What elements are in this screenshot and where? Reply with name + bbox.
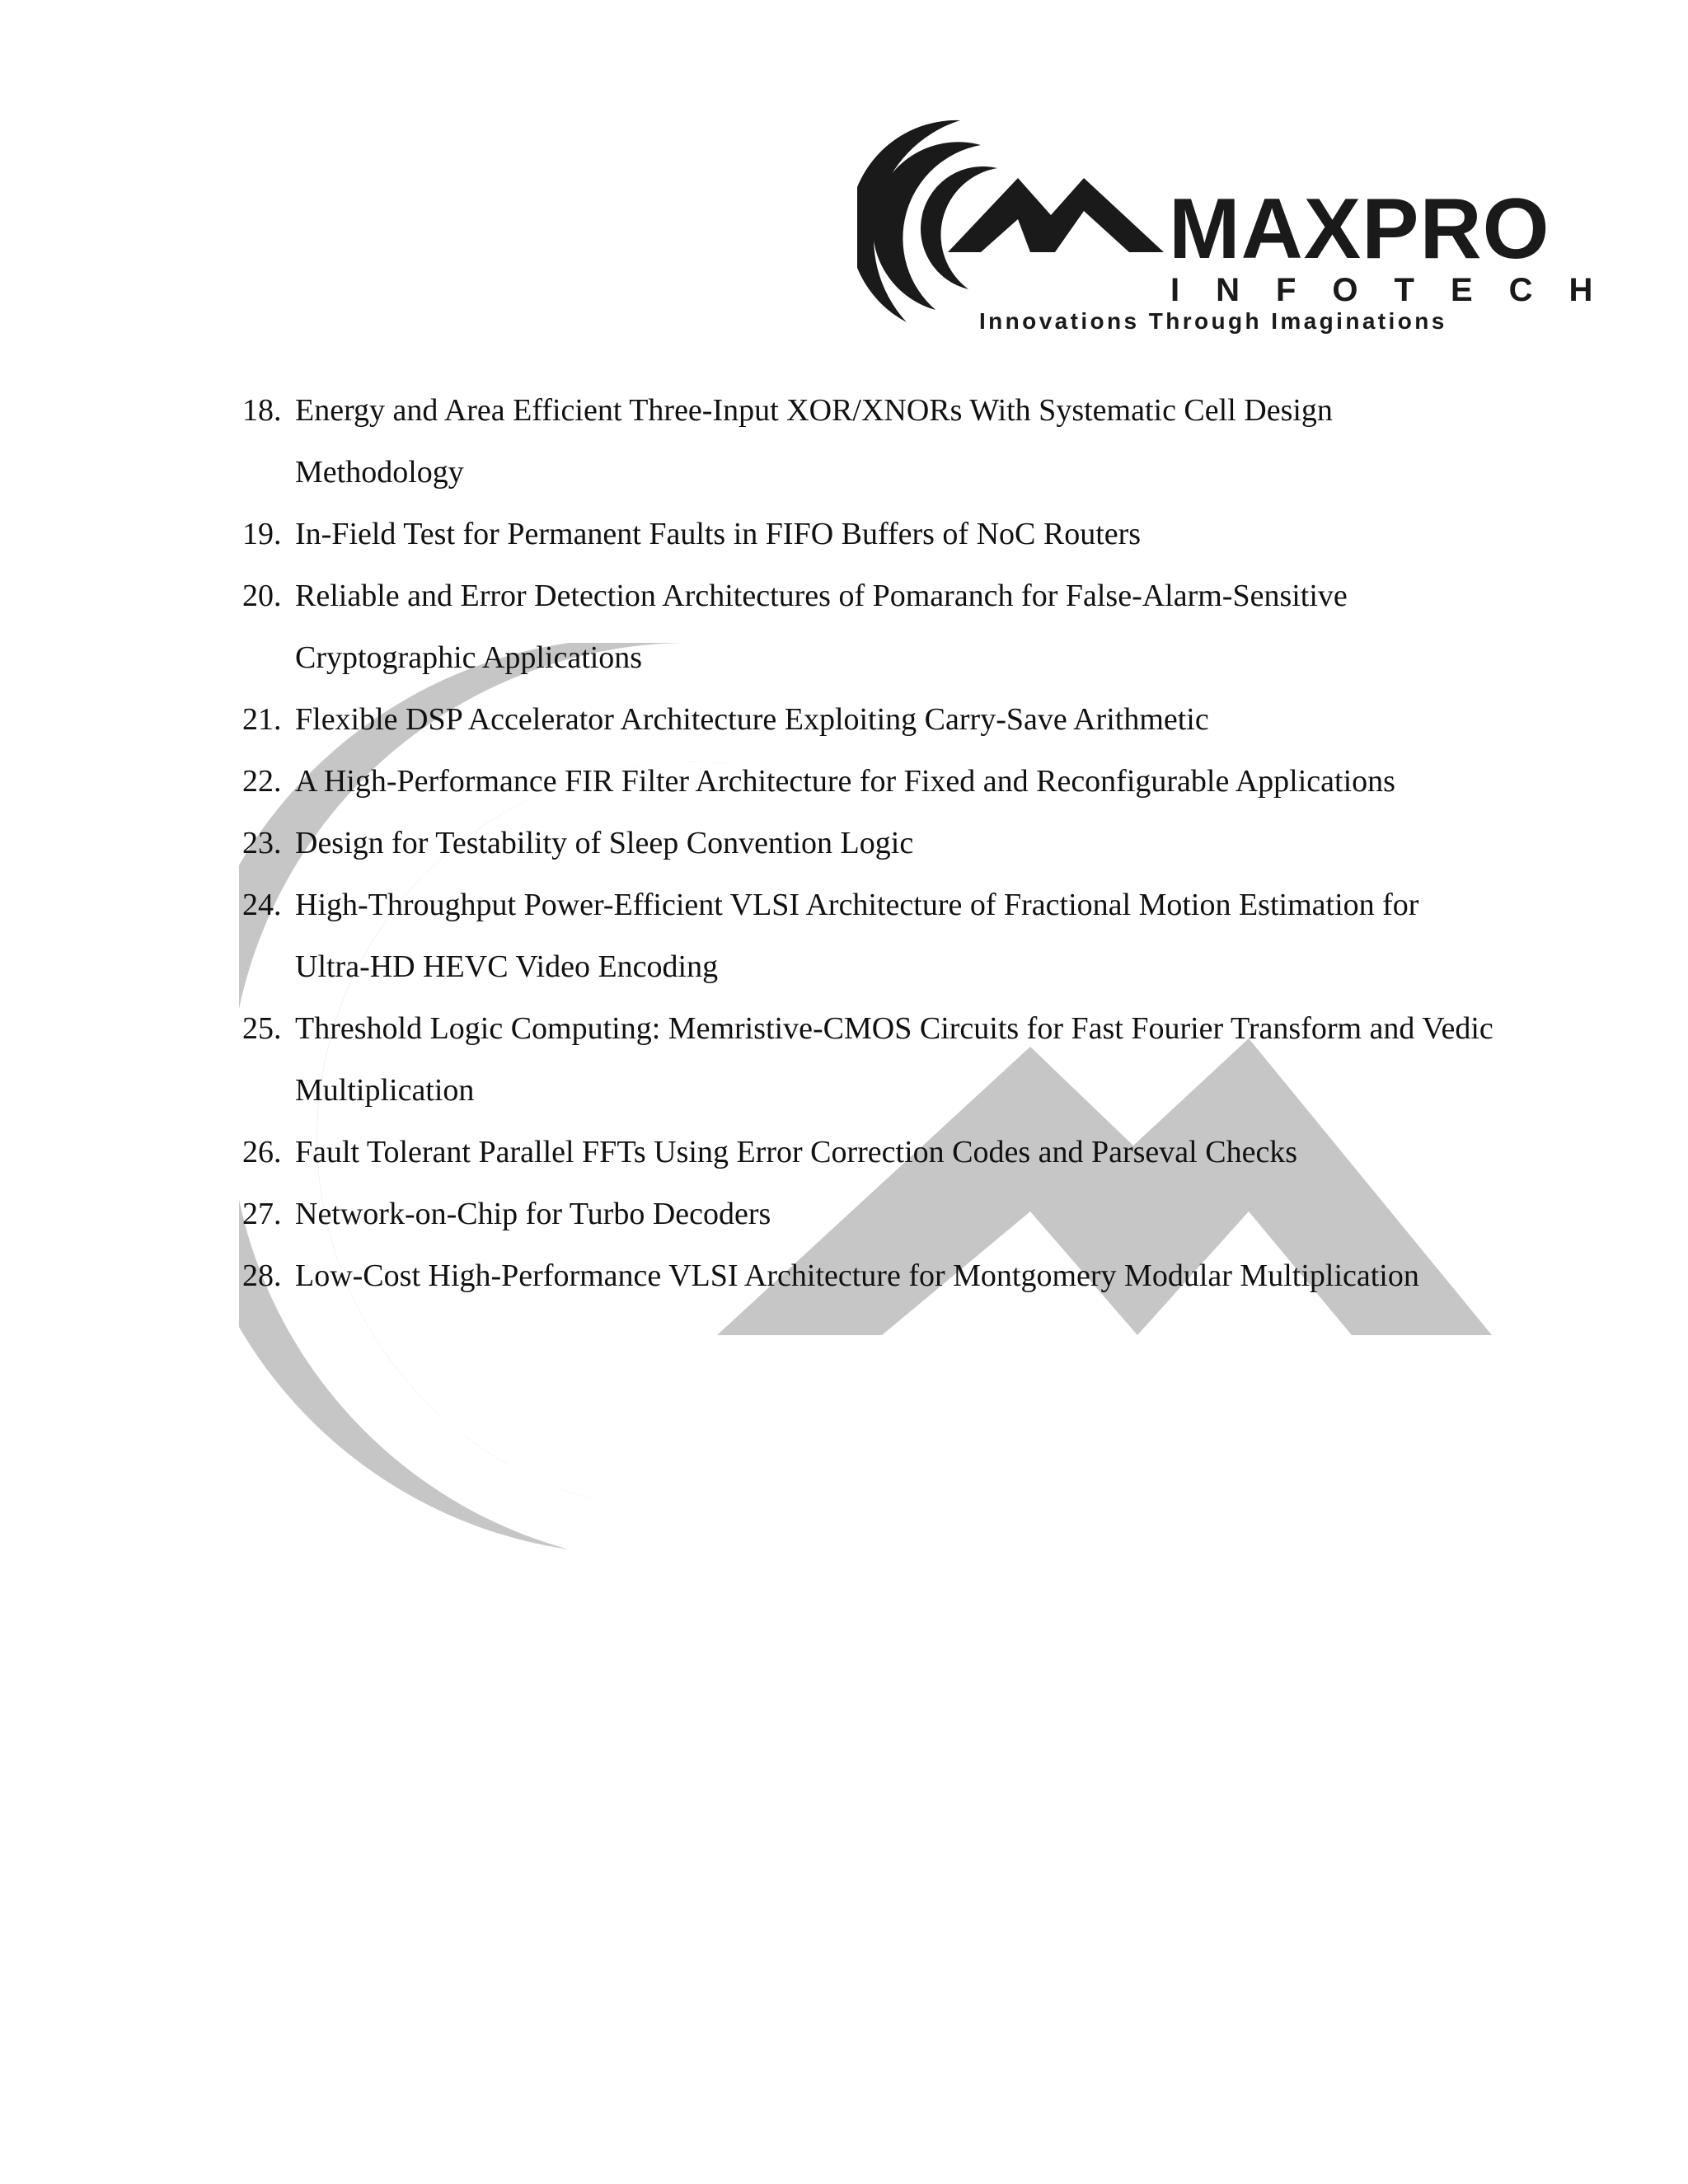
item-number: 26.: [242, 1135, 282, 1169]
item-text: Flexible DSP Accelerator Architecture Exploiting Carry-Save Arithmetic: [295, 702, 1209, 737]
item-number: 25.: [242, 1011, 282, 1046]
project-list: [242, 380, 1495, 1307]
list-item: [242, 1183, 1495, 1245]
item-number: 24.: [242, 888, 282, 922]
list-item: [242, 998, 1495, 1122]
item-text: Fault Tolerant Parallel FFTs Using Error Correction Codes and Parseval Checks: [295, 1135, 1298, 1169]
item-text: Threshold Logic Computing: Memristive-CMOS Circuits for Fast Fourier Transform and Vedic Multiplication: [295, 1011, 1493, 1108]
item-number: 28.: [242, 1258, 282, 1293]
company-logo: [857, 112, 1629, 351]
item-number: 21.: [242, 702, 282, 737]
item-text: Reliable and Error Detection Architectures of Pomaranch for False-Alarm-Sensitive Cryptographic Applications: [295, 579, 1348, 675]
item-number: 20.: [242, 579, 282, 613]
list-item: [242, 1245, 1495, 1307]
item-text: A High-Performance FIR Filter Architecture for Fixed and Reconfigurable Applications: [295, 764, 1395, 799]
item-text: Network-on-Chip for Turbo Decoders: [295, 1197, 771, 1231]
item-number: 27.: [242, 1197, 282, 1231]
item-text: In-Field Test for Permanent Faults in FIFO Buffers of NoC Routers: [295, 517, 1142, 551]
item-text: High-Throughput Power-Efficient VLSI Architecture of Fractional Motion Estimation for Ultra-HD HEVC Video Encoding: [295, 888, 1419, 984]
list-item: [242, 874, 1495, 998]
list-item: [242, 1122, 1495, 1183]
item-number: 18.: [242, 393, 282, 428]
logo-subtitle: INFOTECH: [1170, 272, 1629, 308]
list-item: [242, 689, 1495, 751]
list-item: [242, 380, 1495, 504]
list-item: [242, 751, 1495, 813]
logo-name: MAXPRO: [1169, 181, 1550, 277]
item-text: Low-Cost High-Performance VLSI Architecture for Montgomery Modular Multiplication: [295, 1258, 1419, 1293]
item-number: 23.: [242, 826, 282, 860]
item-number: 19.: [242, 517, 282, 551]
list-item: [242, 813, 1495, 874]
list-item: [242, 504, 1495, 565]
item-number: 22.: [242, 764, 282, 799]
list-item: [242, 565, 1495, 689]
item-text: Design for Testability of Sleep Convention Logic: [295, 826, 914, 860]
item-text: Energy and Area Efficient Three-Input XOR/XNORs With Systematic Cell Design Methodology: [295, 393, 1333, 490]
logo-tagline: Innovations Through Imaginations: [979, 308, 1447, 334]
